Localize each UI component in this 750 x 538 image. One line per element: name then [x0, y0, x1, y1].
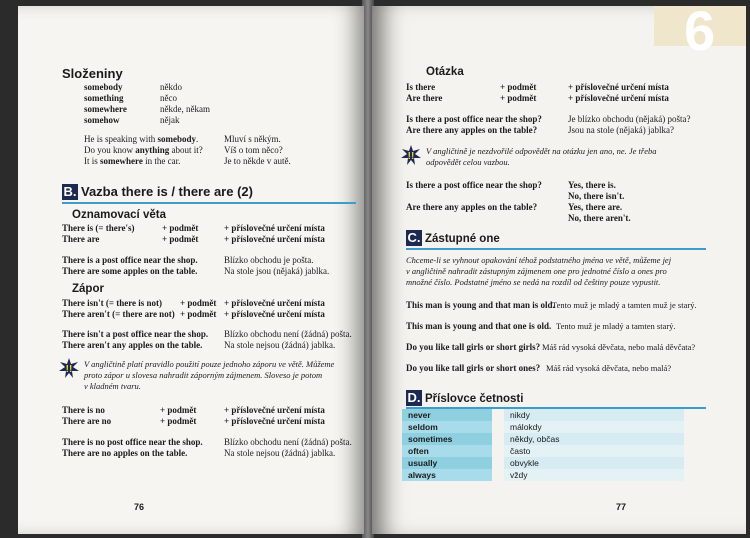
- zapor-row-1-b: + podmět: [180, 309, 217, 319]
- exclamation-note-icon: [58, 357, 80, 379]
- frequency-cz: obvykle: [504, 457, 684, 469]
- table-row: [402, 409, 692, 421]
- section-c-example-cz-3: Máš rád vysoká děvčata, nebo malá?: [546, 363, 672, 373]
- frequency-cz: někdy, občas: [504, 433, 684, 445]
- section-c-letter: C.: [407, 230, 421, 246]
- frequency-cz: vždy: [504, 469, 684, 481]
- zapor-example-cz-1: Na stole nejsou (žádná) jablka.: [224, 340, 336, 350]
- frequency-cz: nikdy: [504, 409, 684, 421]
- table-row: [402, 421, 692, 433]
- oznamovaci-example-1: There are some apples on the table.: [62, 266, 198, 276]
- frequency-cz: často: [504, 445, 684, 457]
- frequency-en: seldom: [402, 421, 492, 433]
- otazka-answer-0-yes: Yes, there is.: [568, 180, 616, 190]
- slozeniny-en-2: somewhere: [84, 104, 127, 114]
- otazka-answer-1-no: No, there aren't.: [568, 213, 631, 223]
- slozeniny-example-0: He is speaking with somebody.: [84, 134, 199, 144]
- section-b-rule: [62, 202, 356, 204]
- slozeniny-example-cz-1: Víš o tom něco?: [224, 145, 283, 155]
- svg-text:!!: !!: [407, 151, 415, 162]
- zapor2-row-0-a: There is no: [62, 405, 105, 415]
- zapor2-row-1-c: + příslovečné určení místa: [224, 416, 325, 426]
- frequency-en: never: [402, 409, 492, 421]
- section-c-heading: [406, 229, 500, 247]
- zapor-row-0-c: + příslovečné určení místa: [224, 298, 325, 308]
- oznamovaci-row-1-a: There are: [62, 234, 100, 244]
- zapor-note-line-2: v kladném tvaru.: [84, 381, 141, 391]
- zapor-title: Zápor: [72, 283, 104, 295]
- otazka-row-0-c: + příslovečné určení místa: [568, 82, 669, 92]
- section-d-title: Příslovce četnosti: [425, 393, 524, 405]
- otazka-row-1-a: Are there: [406, 93, 443, 103]
- frequency-table: [402, 409, 692, 481]
- section-d-heading: [406, 389, 523, 407]
- section-d-letter: D.: [407, 390, 421, 406]
- oznamovaci-example-cz-0: Blízko obchodu je pošta.: [224, 255, 314, 265]
- slozeniny-en-0: somebody: [84, 82, 123, 92]
- chapter-tab-number: 6: [684, 6, 716, 62]
- zapor-row-0-b: + podmět: [180, 298, 217, 308]
- zapor-row-1-a: There aren't (= there are not): [62, 309, 175, 319]
- section-c-example-3: Do you like tall girls or short ones?: [406, 363, 541, 373]
- section-c-example-1: This man is young and that one is old.: [406, 321, 552, 331]
- zapor2-example-cz-0: Blízko obchodu není (žádná) pošta.: [224, 437, 352, 447]
- otazka-row-1-c: + příslovečné určení místa: [568, 93, 669, 103]
- zapor-note-line-0: V angličtině platí pravidlo použití pouze jednoho záporu ve větě. Můžeme: [84, 359, 335, 369]
- otazka-answer-q-0: Is there a post office near the shop?: [406, 180, 542, 190]
- slozeniny-example-2: It is somewhere in the car.: [84, 156, 181, 166]
- slozeniny-example-1: Do you know anything about it?: [84, 145, 203, 155]
- slozeniny-en-1: something: [84, 93, 124, 103]
- otazka-example-cz-1: Jsou na stole (nějaká) jablka?: [568, 125, 674, 135]
- otazka-answer-0-no: No, there isn't.: [568, 191, 625, 201]
- oznamovaci-row-0-b: + podmět: [162, 223, 199, 233]
- zapor-example-cz-0: Blízko obchodu není (žádná) pošta.: [224, 329, 352, 339]
- otazka-note-line-0: V angličtině je nezdvořilé odpovědět na otázku jen ano, ne. Je třeba: [426, 146, 657, 156]
- oznamovaci-row-1-b: + podmět: [162, 234, 199, 244]
- slozeniny-example-cz-2: Je to někde v autě.: [224, 156, 291, 166]
- table-row: [402, 445, 692, 457]
- zapor2-row-0-c: + příslovečné určení místa: [224, 405, 325, 415]
- page-number-right: 77: [616, 502, 627, 512]
- frequency-en: sometimes: [402, 433, 492, 445]
- section-b-letter: B.: [63, 184, 77, 200]
- zapor-example-1: There aren't any apples on the table.: [62, 340, 203, 350]
- zapor2-row-1-b: + podmět: [160, 416, 197, 426]
- chapter-tab: [654, 6, 746, 62]
- oznamovaci-row-0-c: + příslovečné určení místa: [224, 223, 325, 233]
- zapor-row-0-a: There isn't (= there is not): [62, 298, 163, 308]
- section-c-example-0: This man is young and that man is old.: [406, 300, 555, 310]
- slozeniny-cz-0: někdo: [160, 82, 182, 92]
- section-c-intro-line-2: množné číslo. Podstatné jméno se nedá na rozdíl od češtiny pouze vypustit.: [406, 277, 661, 287]
- zapor2-row-0-b: + podmět: [160, 405, 197, 415]
- otazka-row-0-a: Is there: [406, 82, 436, 92]
- zapor2-example-0: There is no post office near the shop.: [62, 437, 203, 447]
- section-c-example-cz-1: Tento muž je mladý a tamten starý.: [556, 321, 676, 331]
- svg-text:!!: !!: [65, 364, 73, 375]
- table-row: [402, 469, 692, 481]
- section-b-heading: [62, 183, 253, 201]
- otazka-title: Otázka: [426, 66, 464, 78]
- section-c-intro-line-0: Chceme-li se vyhnout opakování téhož podstatného jména ve větě, můžeme jej: [406, 255, 672, 265]
- otazka-row-1-b: + podmět: [500, 93, 537, 103]
- oznamovaci-row-0-a: There is (= there's): [62, 223, 135, 233]
- zapor2-example-cz-1: Na stole nejsou (žádná) jablka.: [224, 448, 336, 458]
- section-c-example-cz-2: Máš rád vysoká děvčata, nebo malá děvčata?: [542, 342, 696, 352]
- oznamovaci-example-cz-1: Na stole jsou (nějaká) jablka.: [224, 266, 330, 276]
- section-c-intro-line-1: v angličtině nahradit zástupným zájmenem one pro jednotné číslo a ones pro: [406, 266, 667, 276]
- otazka-example-0: Is there a post office near the shop?: [406, 114, 542, 124]
- slozeniny-example-cz-0: Mluví s někým.: [224, 134, 281, 144]
- frequency-en: usually: [402, 457, 492, 469]
- section-b-title: Vazba there is / there are (2): [81, 184, 253, 199]
- frequency-en: often: [402, 445, 492, 457]
- otazka-answer-q-1: Are there any apples on the table?: [406, 202, 538, 212]
- zapor-row-1-c: + příslovečné určení místa: [224, 309, 325, 319]
- table-row: [402, 457, 692, 469]
- oznamovaci-title: Oznamovací věta: [72, 209, 166, 221]
- slozeniny-cz-2: někde, někam: [160, 104, 210, 114]
- otazka-example-cz-0: Je blízko obchodu (nějaká) pošta?: [568, 114, 691, 124]
- zapor-note-line-1: proto zápor u slovesa nahradit záporným zájmenem. Sloveso je potom: [84, 370, 323, 380]
- table-row: [402, 433, 692, 445]
- section-c-title: Zástupné one: [425, 233, 500, 245]
- section-c-rule: [406, 248, 706, 250]
- zapor2-row-1-a: There are no: [62, 416, 112, 426]
- slozeniny-en-3: somehow: [84, 115, 120, 125]
- zapor2-example-1: There are no apples on the table.: [62, 448, 188, 458]
- zapor-example-0: There isn't a post office near the shop.: [62, 329, 209, 339]
- slozeniny-cz-3: nějak: [160, 115, 180, 125]
- otazka-row-0-b: + podmět: [500, 82, 537, 92]
- slozeniny-title: Složeniny: [62, 66, 123, 81]
- exclamation-note-icon: [400, 144, 422, 166]
- section-c-example-2: Do you like tall girls or short girls?: [406, 342, 541, 352]
- right-page: [372, 6, 746, 534]
- section-c-example-cz-0: Tento muž je mladý a tamten muž je starý.: [552, 300, 697, 310]
- slozeniny-cz-1: něco: [160, 93, 177, 103]
- otazka-note-line-1: odpovědět celou vazbou.: [426, 157, 510, 167]
- frequency-cz: málokdy: [504, 421, 684, 433]
- otazka-answer-1-yes: Yes, there are.: [568, 202, 623, 212]
- frequency-en: always: [402, 469, 492, 481]
- otazka-example-1: Are there any apples on the table?: [406, 125, 538, 135]
- oznamovaci-row-1-c: + příslovečné určení místa: [224, 234, 325, 244]
- left-page: [18, 6, 364, 534]
- page-number-left: 76: [134, 502, 145, 512]
- oznamovaci-example-0: There is a post office near the shop.: [62, 255, 198, 265]
